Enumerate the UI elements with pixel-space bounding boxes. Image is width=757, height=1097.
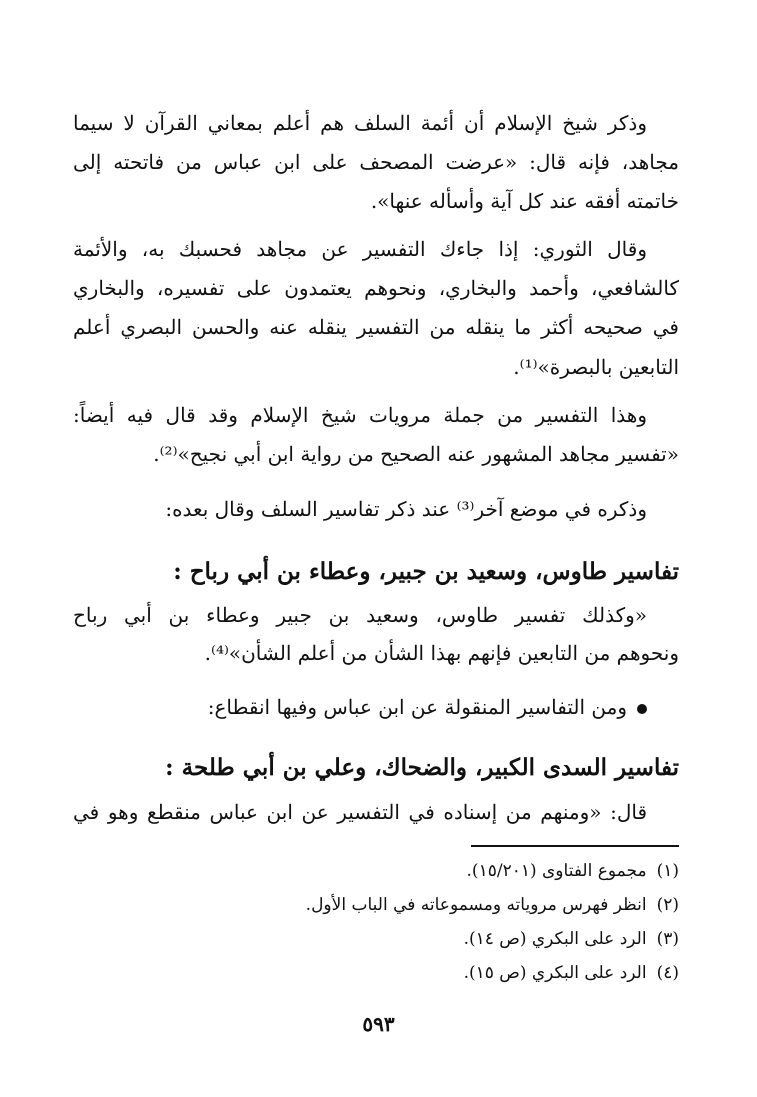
section-heading-2: تفاسير السدى الكبير، والضحاك، وعلي بن أبي طلحة :	[165, 754, 679, 781]
footnote-1-text: مجموع الفتاوى (١٥/٢٠١).	[466, 861, 647, 881]
paragraph-2-line-3: في صحيحه أكثر ما ينقله من التفسير ينقله عنه والحسن البصري أعلم	[73, 315, 679, 339]
paragraph-3-line-1: وهذا التفسير من جملة مرويات شيخ الإسلام وقد قال فيه أيضاً:	[73, 403, 647, 427]
bullet-item-text: ومن التفاسير المنقولة عن ابن عباس وفيها انقطاع:	[207, 695, 627, 719]
footnote-4-text: الرد على البكري (ص ١٥).	[463, 963, 647, 983]
quote-1-line-2: ونحوهم من التابعين فإنهم بهذا الشأن من أعلم الشأن»⁽⁴⁾.	[204, 641, 679, 665]
bullet-item	[208, 692, 647, 722]
paragraph-1-line-2: مجاهد، فإنه قال: «عرضت المصحف على ابن عباس من فاتحته إلى	[73, 150, 679, 174]
quote-1-line-1: «وكذلك تفسير طاوس، وسعيد بن جبير وعطاء بن أبي رباح	[73, 603, 647, 627]
footnote-3-text: الرد على البكري (ص ١٤).	[463, 929, 647, 949]
paragraph-2-line-1: وقال الثوري: إذا جاءك التفسير عن مجاهد فحسبك به، والأئمة	[73, 237, 647, 261]
footnote-3-number: (٣)	[656, 929, 679, 949]
paragraph-4-line-1: وذكره في موضع آخر⁽³⁾ عند ذكر تفاسير السلف وقال بعده:	[165, 497, 647, 521]
footnote-2-number: (٢)	[656, 895, 679, 915]
footnote-1	[467, 858, 679, 884]
paragraph-1-line-3: خاتمته أفقه عند كل آية وأسأله عنها».	[370, 189, 679, 213]
bullet-icon	[637, 704, 647, 714]
section-heading-1: تفاسير طاوس، وسعيد بن جبير، وعطاء بن أبي رباح :	[173, 558, 679, 585]
page-number: ٥٩٣	[362, 1012, 395, 1036]
footnote-2	[306, 892, 679, 918]
footnote-2-text: انظر فهرس مروياته ومسموعاته في الباب الأول.	[305, 895, 647, 915]
paragraph-1-line-1: وذكر شيخ الإسلام أن أئمة السلف هم أعلم بمعاني القرآن لا سيما	[73, 111, 647, 135]
paragraph-5-line-1: قال: «ومنهم من إسناده في التفسير عن ابن عباس منقطع وهو في	[73, 800, 647, 824]
footnote-3	[464, 926, 679, 952]
footnote-1-number: (١)	[656, 861, 679, 881]
paragraph-3-line-2: «تفسير مجاهد المشهور عنه الصحيح من رواية ابن أبي نجيح»⁽²⁾.	[153, 442, 679, 466]
paragraph-2-line-4: التابعين بالبصرة»⁽¹⁾.	[513, 355, 679, 379]
footnote-divider	[471, 845, 679, 847]
footnote-4-number: (٤)	[656, 963, 679, 983]
paragraph-2-line-2: كالشافعي، وأحمد والبخاري، ونحوهم يعتمدون على تفسيره، والبخاري	[73, 276, 679, 300]
footnote-4	[464, 960, 679, 986]
